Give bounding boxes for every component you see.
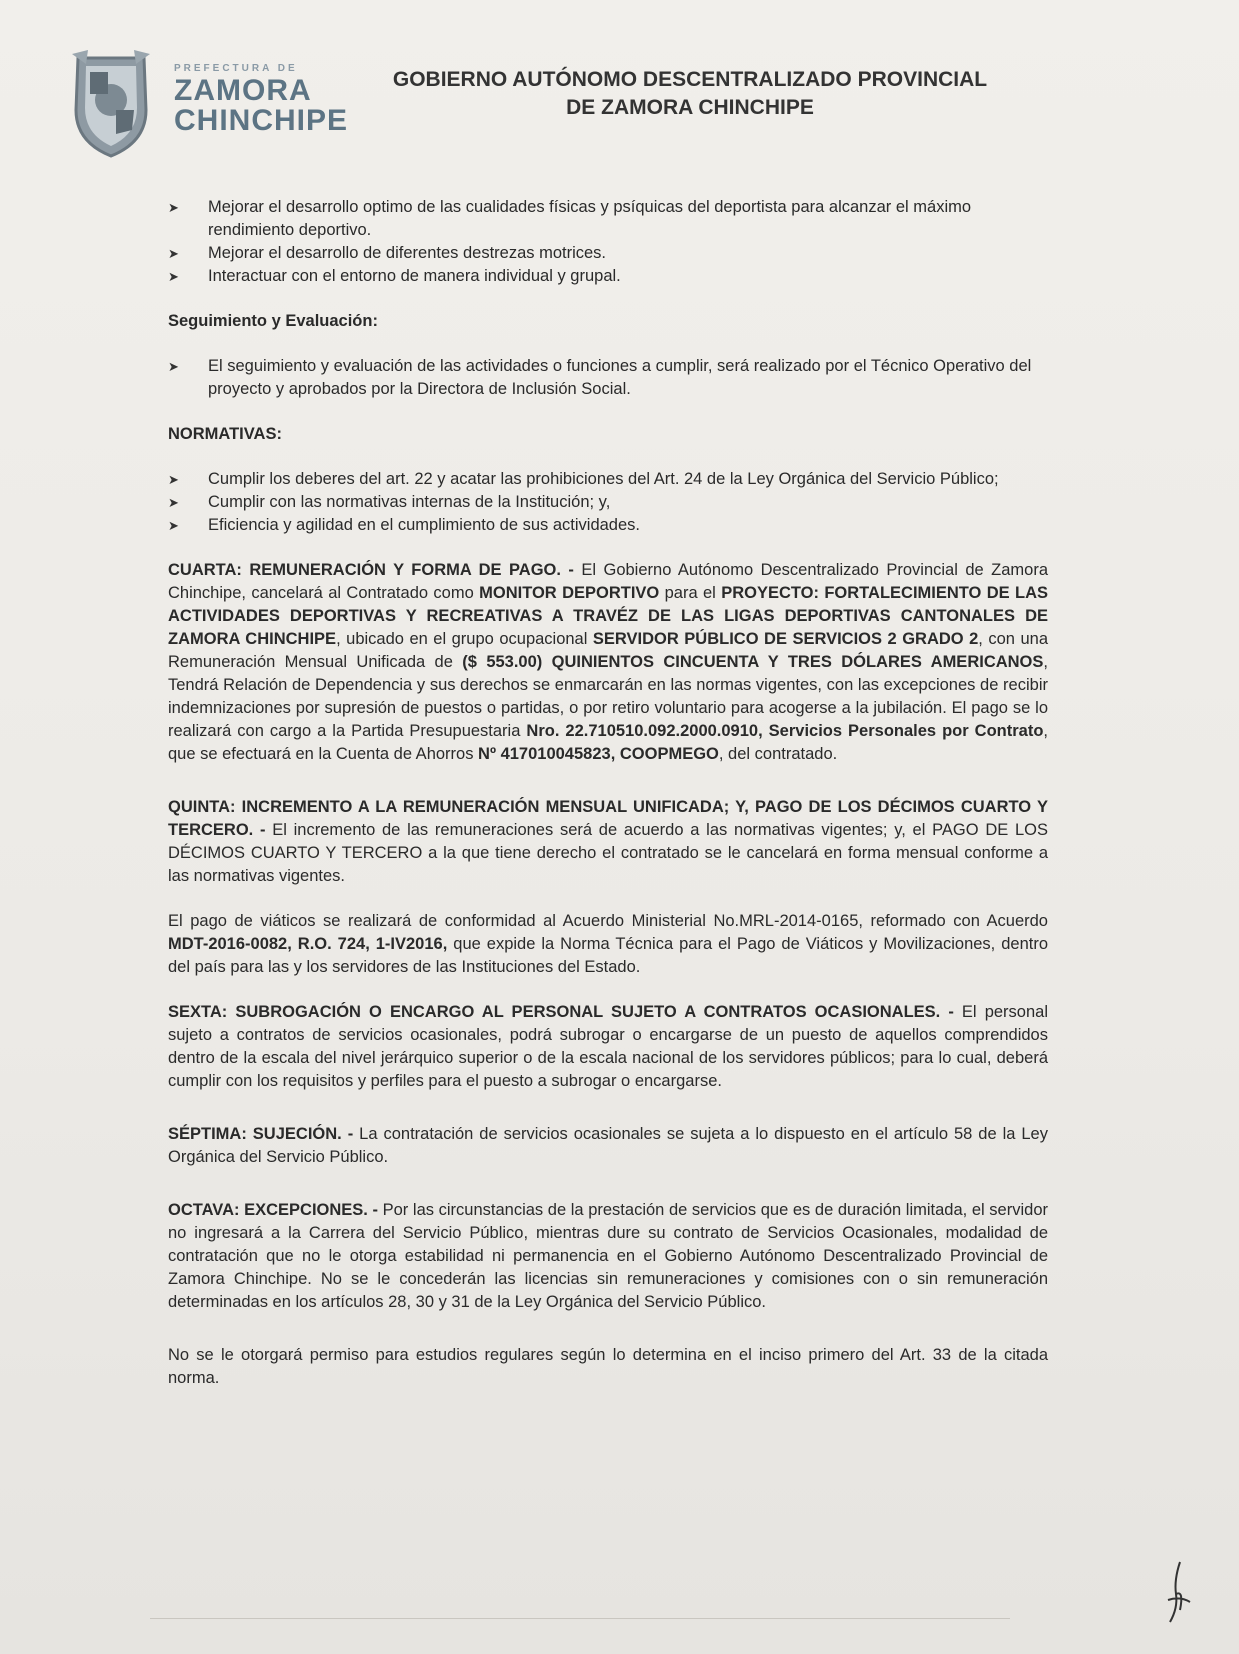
document-body: [168, 196, 1048, 1390]
list-item: ➤ El seguimiento y evaluación de las actividades o funciones a cumplir, será realizado por el Técnico Operativo del proyecto y aprobados por la Directora de Inclusión Social.: [168, 357, 1032, 398]
seguimiento-list: [168, 355, 1048, 401]
list-item: ➤ Cumplir con las normativas internas de la Institución; y,: [168, 491, 1048, 514]
clause-sexta: SEXTA: SUBROGACIÓN O ENCARGO AL PERSONAL SUJETO A CONTRATOS OCASIONALES. - El personal sujeto a contratos de servicios ocasionales, podrá subrogar o encargarse de un puesto de aquellos comprendidos dentro de la escala del nivel jerárquico superior o de la escala nacional de los servidores públicos; para lo cual, deberá cumplir con los requisitos y perfiles para el puesto a subrogar o encargarse.: [168, 1003, 1048, 1090]
footer-divider: [150, 1618, 1010, 1619]
list-item: ➤ Mejorar el desarrollo optimo de las cualidades físicas y psíquicas del deportista para alcanzar el máximo rendimiento deportivo.: [168, 198, 972, 239]
letterhead: [62, 44, 1062, 174]
clause-title: CUARTA: REMUNERACIÓN Y FORMA DE PAGO. -: [168, 561, 574, 579]
list-item: ➤ Eficiencia y agilidad en el cumplimiento de sus actividades.: [168, 514, 1048, 537]
clause-title: SÉPTIMA: SUJECIÓN. -: [168, 1125, 354, 1143]
clause-title: QUINTA: INCREMENTO A LA REMUNERACIÓN MENSUAL UNIFICADA; Y, PAGO DE LOS DÉCIMOS CUARTO Y TERCERO. -: [168, 798, 1048, 839]
clause-title: OCTAVA: EXCEPCIONES. -: [168, 1201, 378, 1219]
arrowhead-bullet-icon: ➤: [168, 269, 179, 284]
list-item: ➤ Interactuar con el entorno de manera individual y grupal.: [168, 265, 1048, 288]
arrowhead-bullet-icon: ➤: [168, 200, 179, 215]
arrowhead-bullet-icon: ➤: [168, 359, 179, 374]
arrowhead-bullet-icon: ➤: [168, 518, 179, 533]
clause-septima: SÉPTIMA: SUJECIÓN. - La contratación de servicios ocasionales se sujeta a lo dispuesto en el artículo 58 de la Ley Orgánica del Servicio Público.: [168, 1125, 1048, 1166]
objectives-list: [168, 196, 1048, 288]
institution-title: [330, 66, 1050, 122]
logo-line-2: CHINCHIPE: [174, 104, 349, 137]
logo-line-1: ZAMORA: [174, 74, 312, 107]
section-heading-seguimiento: Seguimiento y Evaluación:: [168, 312, 378, 330]
paragraph-estudios: No se le otorgará permiso para estudios regulares según lo determina en el inciso primero del Art. 33 de la citada norma.: [168, 1346, 1048, 1387]
arrowhead-bullet-icon: ➤: [168, 472, 179, 487]
arrowhead-bullet-icon: ➤: [168, 246, 179, 261]
paragraph-viaticos: El pago de viáticos se realizará de conformidad al Acuerdo Ministerial No.MRL-2014-0165, reformado con Acuerdo MDT-2016-0082, R.O. 724, 1-IV2016, que expide la Norma Técnica para el Pago de Viáticos y Movilizaciones, dentro del país para las y los servidores de las Instituciones del Estado.: [168, 912, 1049, 976]
institution-title-line-1: GOBIERNO AUTÓNOMO DESCENTRALIZADO PROVINCIAL: [392, 68, 988, 91]
clause-quinta: QUINTA: INCREMENTO A LA REMUNERACIÓN MENSUAL UNIFICADA; Y, PAGO DE LOS DÉCIMOS CUARTO Y TERCERO. - El incremento de las remuneraciones será de acuerdo a las normativas vigentes; y, el PAGO DE LOS DÉCIMOS CUARTO Y TERCERO a la que tiene derecho el contratado se le cancelará en forma mensual conforme a las normativas vigentes.: [168, 798, 1048, 885]
handwritten-signature-icon: [1150, 1560, 1200, 1630]
list-item: ➤ Mejorar el desarrollo de diferentes destrezas motrices.: [168, 242, 1048, 265]
normativas-list: [168, 468, 1048, 537]
logo-wordmark: [174, 64, 348, 136]
institution-title-line-2: DE ZAMORA CHINCHIPE: [566, 96, 814, 119]
provincial-emblem-icon: [68, 50, 154, 162]
list-item: ➤ Cumplir los deberes del art. 22 y acatar las prohibiciones del Art. 24 de la Ley Orgánica del Servicio Público;: [168, 468, 1048, 491]
arrowhead-bullet-icon: ➤: [168, 495, 179, 510]
clause-cuarta: CUARTA: REMUNERACIÓN Y FORMA DE PAGO. - El Gobierno Autónomo Descentralizado Provincial de Zamora Chinchipe, cancelará al Contratado como MONITOR DEPORTIVO para el PROYECTO: FORTALECIMIENTO DE LAS ACTIVIDADES DEPORTIVAS Y RECREATIVAS A TRAVÉZ DE LAS LIGAS DEPORTIVAS CANTONALES DE ZAMORA CHINCHIPE, ubicado en el grupo ocupacional SERVIDOR PÚBLICO DE SERVICIOS 2 GRADO 2, con una Remuneración Mensual Unificada de ($ 553.00) QUINIENTOS CINCUENTA Y TRES DÓLARES AMERICANOS, Tendrá Relación de Dependencia y sus derechos se enmarcarán en las normas vigentes, con las excepciones de recibir indemnizaciones por supresión de puestos o partidas, o por retiro voluntario para acogerse a la jubilación. El pago se lo realizará con cargo a la Partida Presupuestaria Nro. 22.710510.092.2000.0910, Servicios Personales por Contrato, que se efectuará en la Cuenta de Ahorros Nº 417010045823, COOPMEGO, del contratado.: [168, 561, 1049, 763]
logo-prefix: PREFECTURA DE: [174, 63, 298, 74]
clause-title: SEXTA: SUBROGACIÓN O ENCARGO AL PERSONAL SUJETO A CONTRATOS OCASIONALES. -: [168, 1003, 954, 1021]
clause-octava: OCTAVA: EXCEPCIONES. - Por las circunstancias de la prestación de servicios que es de duración limitada, el servidor no ingresará a la Carrera del Servicio Público, mientras dure su contrato de Servicios Ocasionales, modalidad de contratación que no le otorga estabilidad ni permanencia en el Gobierno Autónomo Descentralizado Provincial de Zamora Chinchipe. No se le concederán las licencias sin remuneraciones y comisiones con o sin remuneración determinadas en los artículos 28, 30 y 31 de la Ley Orgánica del Servicio Público.: [168, 1201, 1048, 1311]
section-heading-normativas: NORMATIVAS:: [168, 425, 282, 443]
